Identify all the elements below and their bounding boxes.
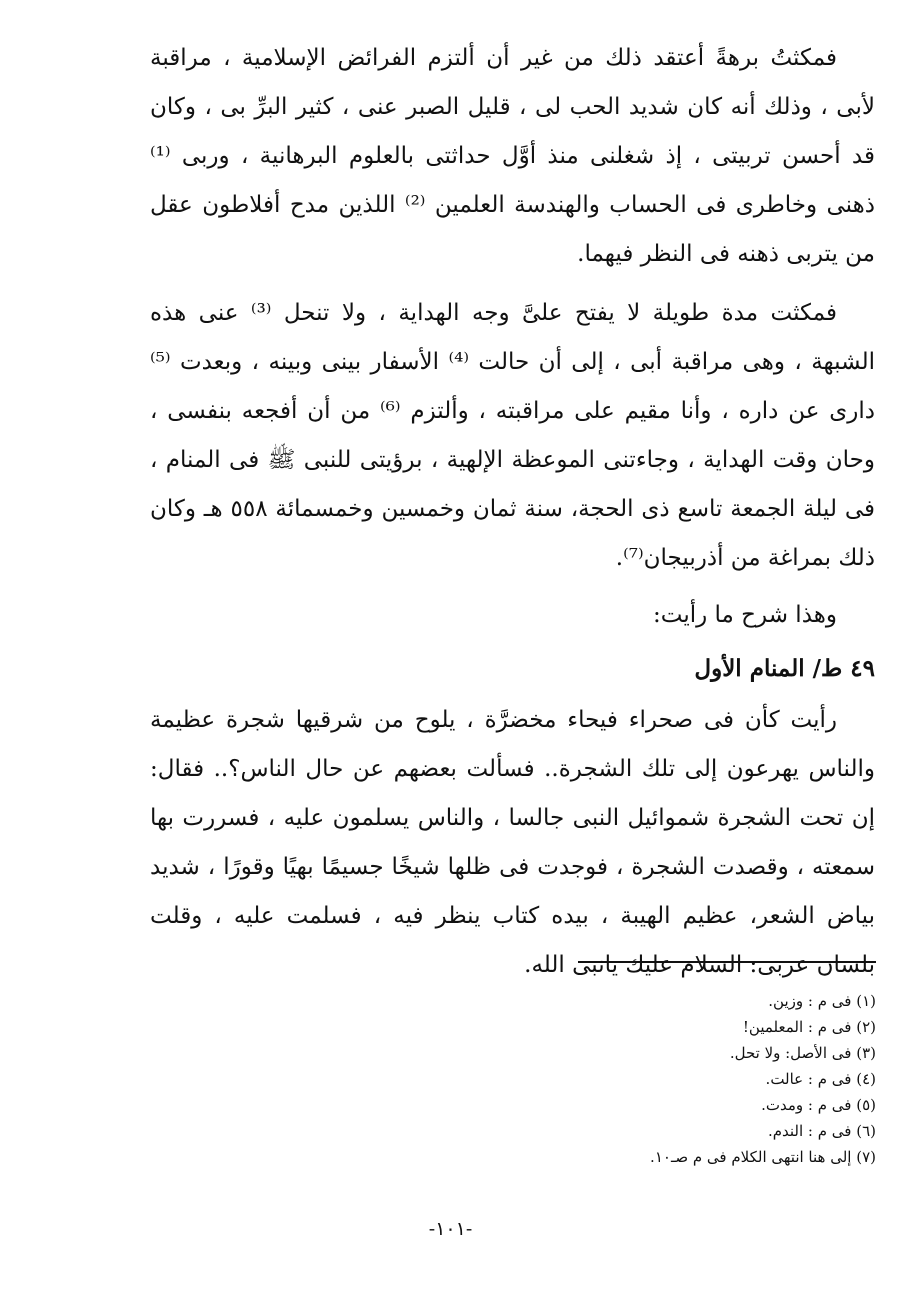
footnote-5: (٥) فى م : ومدت. — [761, 1096, 876, 1114]
footnotes-list — [480, 988, 876, 1170]
footnote-4: (٤) فى م : عالت. — [765, 1070, 876, 1088]
dream-paragraph: رأيت كأن فى صحراء فيحاء مخضرَّة ، يلوح من شرقيها شجرة عظيمة والناس يهرعون إلى تلك الشجرة.. فسألت بعضهم عن حال الناس؟.. فقال: إن تحت الشجرة شموائيل النبى جالسا ، والناس يسلمون عليه ، فسررت بها سمعته ، وقصدت الشجرة ، فوجدت فى ظلها شيخًا جسيمًا بهيًا وقورًا ، شديد بياض الشعر، عظيم الهيبة ، بيده كتاب ينظر فيه ، فسلمت عليه ، وقلت بلسان عربى: السلام عليك يانبى الله. — [150, 707, 875, 978]
footnote-2: (٢) فى م : المعلمين! — [742, 1018, 876, 1036]
paragraph-3: وهذا شرح ما رأيت: — [653, 602, 837, 628]
footnote-1: (١) فى م : وزين. — [768, 992, 876, 1010]
footnote-6: (٦) فى م : الندم. — [767, 1122, 876, 1140]
main-text — [150, 34, 875, 990]
footnote-3: (٣) فى الأصل: ولا تحل. — [729, 1044, 876, 1062]
section-heading: ٤٩ ط/ المنام الأول — [694, 655, 875, 682]
footnote-divider — [578, 961, 876, 963]
paragraph-2: فمكثت مدة طويلة لا يفتح علىَّ وجه الهداية ، ولا تنحل ⁽³⁾ عنى هذه الشبهة ، وهى مراقبة أبى ، إلى أن حالت ⁽⁴⁾ الأسفار بينى وبينه ، وبعدت ⁽⁵⁾ دارى عن داره ، وأنا مقيم على مراقبته ، وألتزم ⁽⁶⁾ من أن أفجعه بنفسى ، وحان وقت الهداية ، وجاءتنى الموعظة الإلهية ، برؤيتى للنبى ﷺ فى المنام ، فى ليلة الجمعة تاسع ذى الحجة، سنة ثمان وخمسين وخمسمائة ٥٥٨ هـ وكان ذلك بمراغة من أذربيجان⁽⁷⁾. — [150, 300, 875, 571]
page-number: -١٠١- — [428, 1218, 473, 1240]
footnote-7: (٧) إلى هنا انتهى الكلام فى م صـ١٠. — [650, 1148, 876, 1166]
paragraph-1: فمكثتُ برهةً أعتقد ذلك من غير أن ألتزم الفرائض الإسلامية ، مراقبة لأبى ، وذلك أنه كان شديد الحب لى ، قليل الصبر عنى ، كثير البرِّ بى ، وكان قد أحسن تربيتى ، إذ شغلنى منذ أوَّل حداثتى بالعلوم البرهانية ، وربى ⁽¹⁾ ذهنى وخاطرى فى الحساب والهندسة العلمين ⁽²⁾ اللذين مدح أفلاطون عقل من يتربى ذهنه فى النظر فيهما. — [150, 45, 875, 267]
